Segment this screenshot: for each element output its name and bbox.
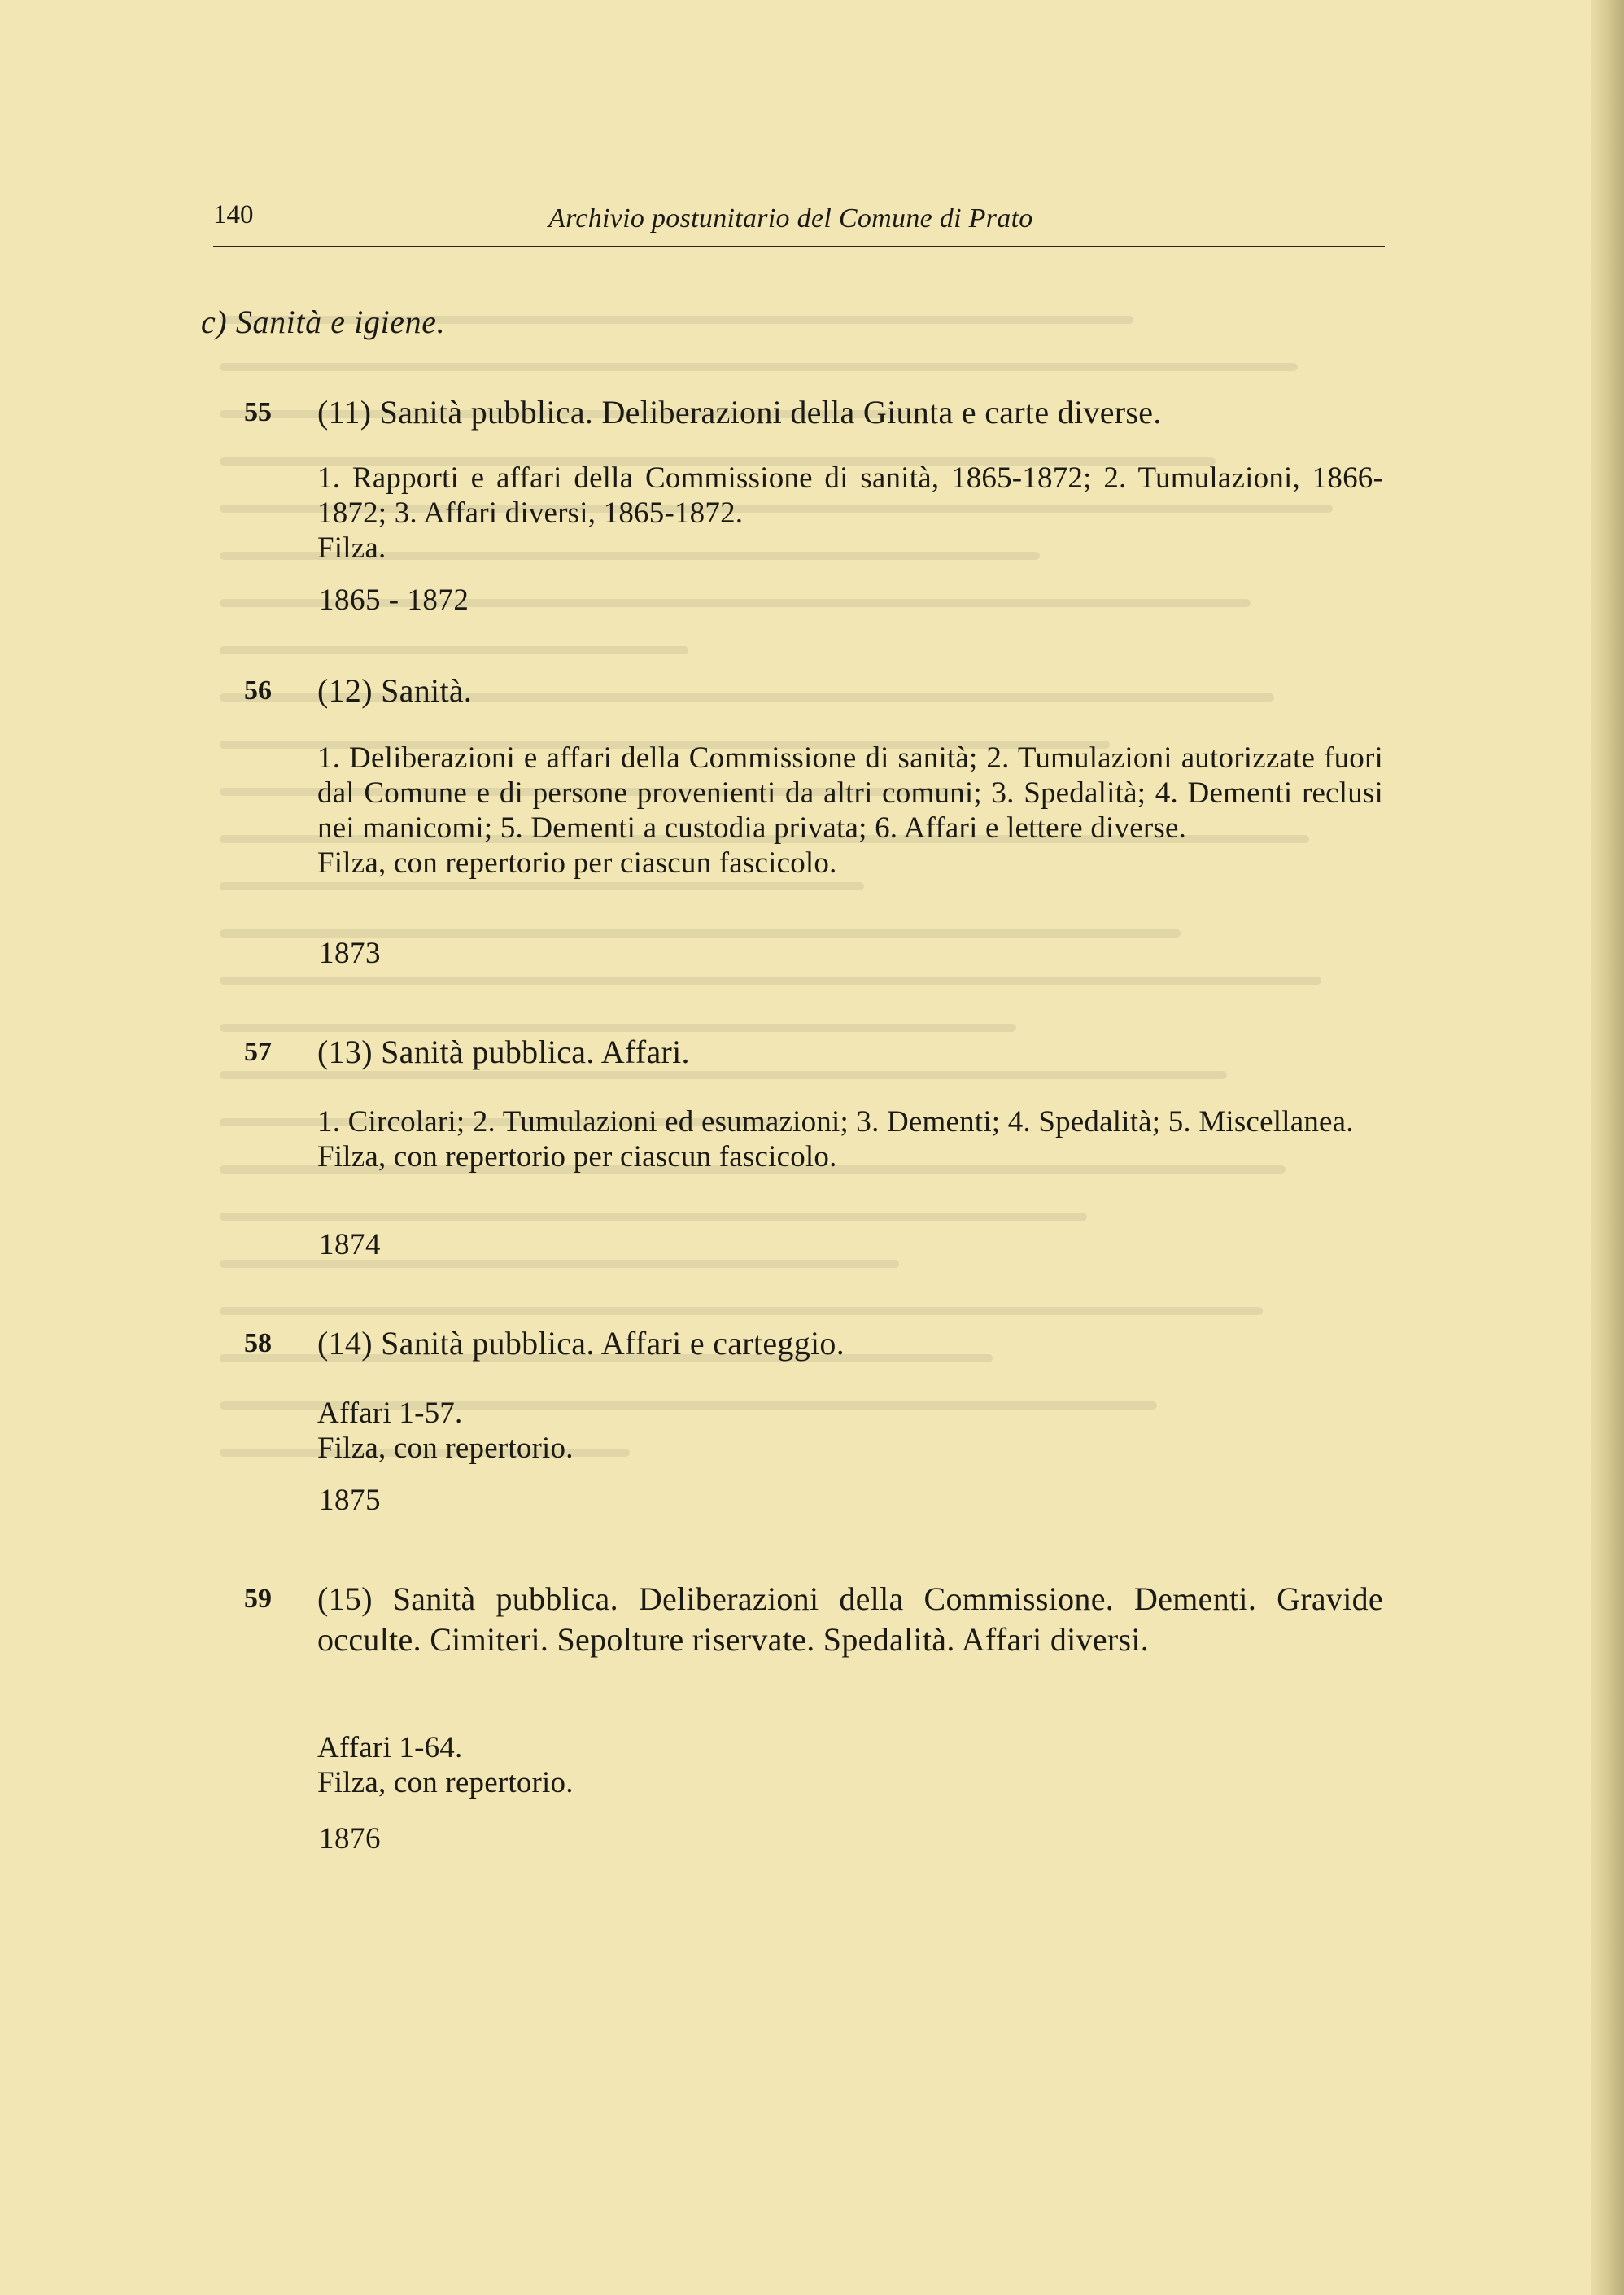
entry-number: 59 [244, 1584, 272, 1614]
entry-dates: 1875 [319, 1484, 381, 1517]
entry-body [317, 461, 1383, 566]
entry-number: 55 [244, 397, 272, 427]
entry-number: 56 [244, 675, 272, 706]
entry-physical: Filza, con repertorio per ciascun fascicolo. [317, 1140, 837, 1174]
entry-title: (11) Sanità pubblica. Deliberazioni della Giunta e carte diverse. [317, 394, 1162, 431]
header-rule [213, 246, 1385, 247]
entry-title: (14) Sanità pubblica. Affari e carteggio. [317, 1325, 845, 1362]
entry-title: (13) Sanità pubblica. Affari. [317, 1034, 690, 1070]
entry-body [317, 741, 1383, 881]
entry-physical: Filza, con repertorio. [317, 1766, 574, 1799]
entry-dates: 1876 [319, 1822, 381, 1856]
entry-body [317, 1396, 1383, 1466]
section-title: c) Sanità e igiene. [201, 304, 446, 340]
entry-body [317, 1104, 1383, 1174]
entry-description: 1. Rapporti e affari della Commissione di sanità, 1865-1872; 2. Tumulazioni, 1866-1872; 3. Affari diversi, 1865-1872. [317, 461, 1383, 530]
entry-title: (12) Sanità. [317, 672, 473, 709]
running-title: Archivio postunitario del Comune di Prato [548, 203, 1033, 234]
entry-dates: 1874 [319, 1228, 381, 1261]
entry-description: 1. Circolari; 2. Tumulazioni ed esumazioni; 3. Dementi; 4. Spedalità; 5. Miscellanea. [317, 1105, 1354, 1139]
entry-number: 57 [244, 1037, 272, 1067]
entry-physical: Filza, con repertorio per ciascun fascicolo. [317, 846, 837, 880]
entry-description: Affari 1-64. [317, 1731, 463, 1764]
entry-dates: 1873 [319, 937, 381, 970]
entry-description: Affari 1-57. [317, 1397, 463, 1430]
entry-title: (15) Sanità pubblica. Deliberazioni della Commissione. Dementi. Gravide occulte. Cimiteri. Sepolture riservate. Spedalità. Affari diversi. [317, 1580, 1383, 1658]
entry-description: 1. Deliberazioni e affari della Commissione di sanità; 2. Tumulazioni autorizzate fuori dal Comune e di persone provenienti da altri comuni; 3. Spedalità; 4. Dementi reclusi nei manicomi; 5. Dementi a custodia privata; 6. Affari e lettere diverse. [317, 741, 1383, 845]
entry-physical: Filza. [317, 531, 386, 565]
page-edge [1591, 0, 1624, 2295]
entry-number: 58 [244, 1328, 272, 1358]
page-number: 140 [213, 200, 254, 230]
entry-body [317, 1730, 1383, 1800]
entry-physical: Filza, con repertorio. [317, 1432, 574, 1465]
page-header [213, 200, 1385, 249]
entry-dates: 1865 - 1872 [319, 584, 469, 617]
